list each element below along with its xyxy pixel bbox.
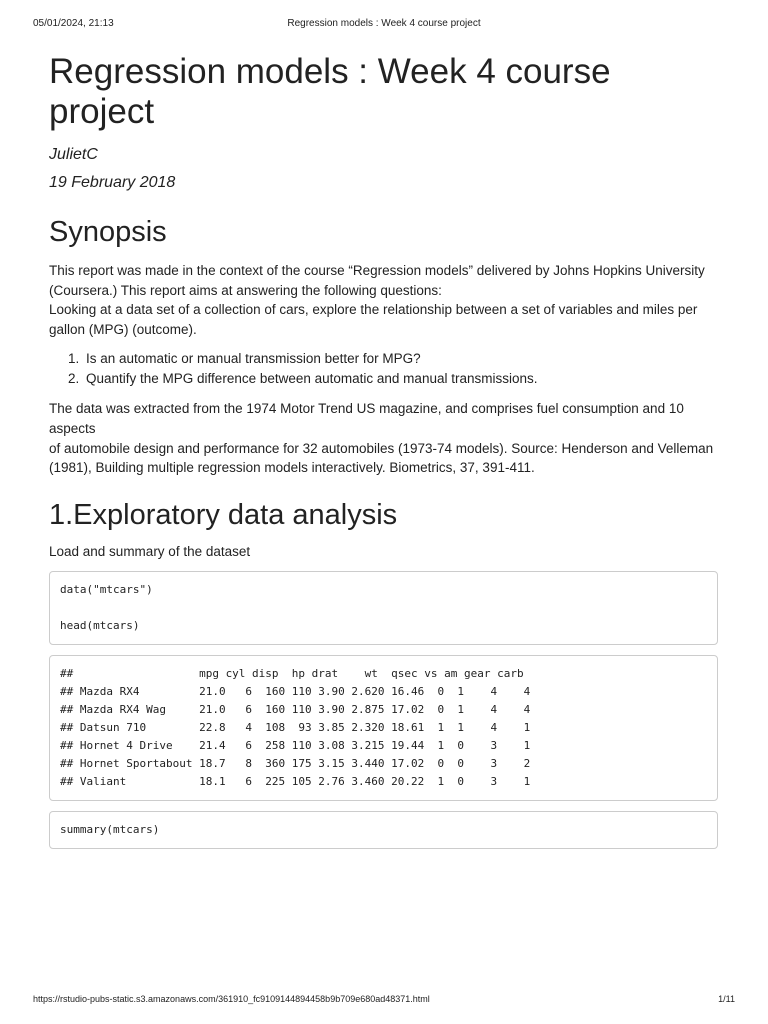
code-blank-line: [60, 599, 707, 617]
eda-heading: 1.Exploratory data analysis: [49, 498, 398, 531]
output-block-head-mtcars[interactable]: [49, 655, 718, 801]
output-line: ## Mazda RX4 Wag 21.0 6 160 110 3.90 2.875 17.02 0 1 4 4: [60, 703, 531, 717]
code-line: head(mtcars): [60, 619, 140, 633]
document-date: 19 February 2018: [49, 174, 176, 191]
question-item: 2. Quantify the MPG difference between automatic and manual transmissions.: [83, 369, 718, 389]
print-url[interactable]: https://rstudio-pubs-static.s3.amazonaws.com/361910_fc9109144894458b9b709e680ad48371.html: [33, 994, 430, 1004]
question-item: 1. Is an automatic or manual transmission better for MPG?: [83, 349, 718, 369]
print-page-title: Regression models : Week 4 course project: [287, 18, 481, 29]
synopsis-paragraph-1: [49, 261, 718, 339]
synopsis-line: (1981), Building multiple regression models interactively. Biometrics, 37, 391-411.: [49, 460, 535, 476]
print-datetime: 05/01/2024, 21:13: [33, 18, 114, 29]
output-line: ## Hornet 4 Drive 21.4 6 258 110 3.08 3.215 19.44 1 0 3 1: [60, 739, 531, 753]
synopsis-line: of automobile design and performance for 32 automobiles (1973-74 models). Source: Henderson and Velleman: [49, 440, 714, 456]
document-body: [49, 52, 718, 849]
synopsis-line: gallon (MPG) (outcome).: [49, 321, 197, 337]
page-number: 1/11: [718, 994, 735, 1004]
synopsis-line: Looking at a data set of a collection of cars, explore the relationship between a set of variables and miles per: [49, 302, 698, 318]
synopsis-heading: Synopsis: [49, 216, 167, 248]
document-author: JulietC: [49, 146, 98, 163]
output-line: ## Datsun 710 22.8 4 108 93 3.85 2.320 18.61 1 1 4 1: [60, 721, 531, 735]
output-line: ## Hornet Sportabout 18.7 8 360 175 3.15 3.440 17.02 0 0 3 2: [60, 757, 531, 771]
code-block-summary[interactable]: [49, 811, 718, 849]
code-block-load-data[interactable]: [49, 571, 718, 645]
output-line: ## Valiant 18.1 6 225 105 2.76 3.460 20.22 1 0 3 1: [60, 775, 531, 789]
synopsis-line: This report was made in the context of the course “Regression models” delivered by Johns Hopkins University: [49, 263, 705, 278]
code-line: summary(mtcars): [60, 823, 160, 837]
eda-intro: Load and summary of the dataset: [49, 543, 251, 559]
output-line: ## Mazda RX4 21.0 6 160 110 3.90 2.620 16.46 0 1 4 4: [60, 685, 531, 699]
questions-list: [49, 349, 718, 389]
code-line: data("mtcars"): [60, 583, 153, 597]
document-title: Regression models : Week 4 course project: [49, 52, 611, 131]
output-line: ## mpg cyl disp hp drat wt qsec vs am gear carb: [60, 667, 524, 681]
synopsis-paragraph-2: [49, 399, 718, 477]
synopsis-line: (Coursera.) This report aims at answering the following questions:: [49, 282, 442, 298]
synopsis-line: The data was extracted from the 1974 Motor Trend US magazine, and comprises fuel consumption and 10 aspects: [49, 401, 684, 436]
